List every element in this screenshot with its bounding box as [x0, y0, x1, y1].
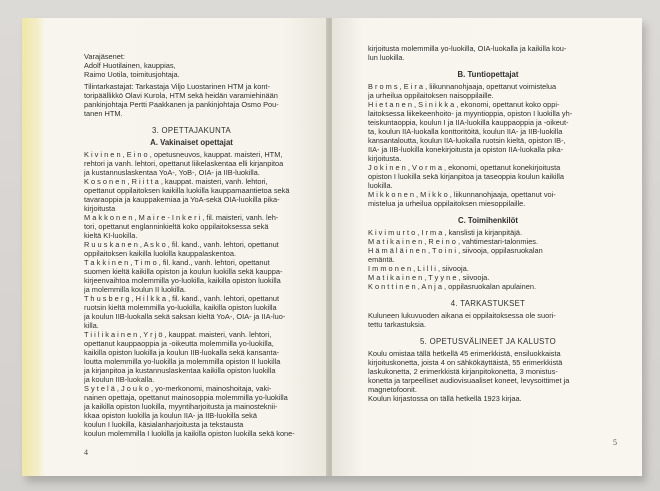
text-line: kkaa opiston luokilla ja koulun IIA- ja IIB-luokilla sekä	[84, 411, 257, 420]
subheading-toimihenkilot: C. Toimihenkilöt	[457, 216, 519, 225]
text-line: Tilintarkastajat: Tarkastaja Viljo Luostarinen HTM ja kont-	[84, 82, 270, 91]
section-heading-tarkastukset: 4. TARKASTUKSET	[450, 299, 526, 308]
text-line: killa.	[84, 321, 99, 330]
text-line: M a k k o n e n , M a i r e - I n k e r i , fil. maisteri, vanh. leh-	[84, 213, 279, 222]
text-line: mistelua ja urheilua oppilaitoksen miesoppilaille.	[368, 199, 526, 208]
text-line: K i v i n e n , E i n o , opetusneuvos, kauppat. maisteri, HTM,	[84, 150, 283, 159]
board-and-auditors-block	[84, 52, 299, 118]
staff-list	[368, 228, 608, 291]
text-line: opettanut kauppaoppia ja -oikeutta molemmilla yo-luokilla,	[84, 339, 274, 348]
text-line: toripäällikkö Olavi Kurola, HTM sekä heidän varamiehinään	[84, 91, 278, 100]
left-page-text	[84, 52, 299, 438]
text-line: Varajäsenet:	[84, 52, 125, 61]
right-page-text	[368, 44, 608, 403]
text-line: nainen opettaja, opettanut mainosoppia molemmilla yo-luokilla	[84, 393, 288, 402]
hourly-teachers-list	[368, 82, 608, 208]
page-number-right: 5	[613, 438, 617, 447]
text-line: kaikilla opiston luokilla ja koulun IIB-luokalla sekä kansanta-	[84, 348, 280, 357]
text-line: kirjoituskonetta, joista 4 on sähkökäyttäistä, 55 erimerkkistä	[368, 358, 563, 367]
text-line: laitoksessa liikekeenhoito- ja myyntioppia, opiston I luokilla yh-	[368, 109, 573, 118]
text-line: T h u s b e r g , H i l k k a , fil. kand., vanh. lehtori, opettanut	[84, 294, 279, 303]
page-number-left: 4	[84, 448, 88, 457]
subheading-vakinaiset: A. Vakinaiset opettajat	[150, 138, 233, 147]
text-line: Raimo Uotila, toimitusjohtaja.	[84, 70, 180, 79]
text-line: ja urheilua oppilaitoksen naisoppilaille.	[368, 91, 494, 100]
text-line: tettu tarkastuksia.	[368, 320, 426, 329]
text-line: Kuluneen lukuvuoden aikana ei oppilaitoksessa ole suori-	[368, 311, 556, 320]
text-line: H ä m ä l ä i n e n , T o i n i , siivooja, oppilasruokalan	[368, 246, 543, 255]
text-line: Koulu omistaa tällä hetkellä 45 erimerkkistä, ensiluokkaista	[368, 349, 561, 358]
text-line: koulun molemmilla I luokilla ja kaikilla opiston luokilla sekä kone-	[84, 429, 295, 438]
text-line: Adolf Huotilainen, kauppias,	[84, 61, 176, 70]
text-line: ja kaikilla opiston luokilla, myyntiharjoitusta ja mainosteknii-	[84, 402, 278, 411]
left-page	[22, 18, 328, 476]
text-line: T a k k i n e n , T i m o , fil. kand., vanh. lehtori, opettanut	[84, 258, 270, 267]
text-line: kirjoitusta molemmilla yo-luokilla, OIA-luokalla ja kaikilla kou-	[368, 44, 567, 53]
text-line: emäntä.	[368, 255, 395, 264]
text-line: K o s o n e n , R i i t t a , kauppat. maisteri, vanh. lehtori,	[84, 177, 268, 186]
text-line: S y t e l ä , J o u k o , yo-merkonomi, mainoshoitaja, vaki-	[84, 384, 272, 393]
text-line: kirjeenvaihtoa molemmilla yo-luokilla, kaikilla opiston luokilla	[84, 276, 281, 285]
yellow-page-edge	[22, 18, 44, 476]
equipment-paragraph	[368, 349, 608, 403]
text-line: ja molemmilla koulun II luokilla.	[84, 285, 186, 294]
text-line: lun luokilla.	[368, 53, 405, 62]
text-line: rehtori ja vanh. lehtori, opettanut liikelaskentaa elli kirjanpitoa	[84, 159, 284, 168]
text-line: opiston I luokilla sekä kirjanpitoa ja taseoppia koulun kaikilla	[368, 172, 564, 181]
text-line: pankinjohtaja Pertti Paakkanen ja pankinjohtaja Osmo Pou-	[84, 100, 279, 109]
text-line: Koulun kirjastossa on tällä hetkellä 1923 kirjaa.	[368, 394, 522, 403]
text-line: teiskuntaoppia, koulun I ja IIA-luokilla kauppaoppia ja -oikeut-	[368, 118, 569, 127]
text-line: tavaraoppia ja kauppakemiaa ja YoA-sekä OIA-luokilla pika-	[84, 195, 280, 204]
text-line: luokilla.	[368, 181, 393, 190]
text-line: konetta ja tarpeelliset audiovisuaaliset koneet, levysoittimet ja	[368, 376, 570, 385]
text-line: laskukonetta, 2 erimerkkistä kirjanpitokonetta, 3 monistus-	[368, 367, 558, 376]
text-line: K o n t t i n e n , A n j a , oppilasruokalan apulainen.	[368, 282, 537, 291]
text-line: kansantaloutta, koulun IIA-luokalla ruotsin kieltä, opiston IB-,	[368, 136, 566, 145]
text-line: M a t i k a i n e n , T y y n e , siivooja.	[368, 273, 490, 282]
text-line: J o k i n e n , V o r m a , ekonomi, opettanut konekirjoitusta	[368, 163, 561, 172]
text-line: kirjoitusta.	[368, 154, 402, 163]
text-line: ja kustannuslaskentaa YoA-, YoB-, OIA- ja IIB-luokilla.	[84, 168, 260, 177]
text-line: T i i l i k a i n e n , Y r j ö , kauppat. maisteri, vanh. lehtori,	[84, 330, 272, 339]
text-line: magnetofoonit.	[368, 385, 417, 394]
text-line: tanen HTM.	[84, 109, 123, 118]
text-line: ja kirjanpitoa ja kustannuslaskentaa kaikilla opiston luokilla	[84, 366, 276, 375]
section-heading-opettajakunta: 3. OPETTAJAKUNTA	[151, 126, 232, 135]
text-line: opettanut oppilaitoksen kaikilla luokilla kauppamaantietoa sekä	[84, 186, 290, 195]
text-line: H i e t a n e n , S i n i k k a , ekonomi, opettanut koko oppi-	[368, 100, 560, 109]
text-line: tori, opettanut englanninkieltä koko oppilaitoksessa sekä	[84, 222, 269, 231]
text-line: kieltä KI-luokilla.	[84, 231, 138, 240]
text-line: R u u s k a n e n , A s k o , fil. kand., vanh. lehtori, opettanut	[84, 240, 279, 249]
subheading-tuntiopettajat: B. Tuntiopettajat	[457, 70, 519, 79]
text-line: M i k k o n e n , M i k k o , liikunnanohjaaja, opettanut voi-	[368, 190, 556, 199]
text-line: loutta molemmilla yo-luokilla ja molemmilla opiston II luokilla	[84, 357, 281, 366]
text-line: ja koulun IIB-luokalla.	[84, 375, 155, 384]
open-booklet	[22, 18, 642, 480]
text-line: kirjoitusta	[84, 204, 116, 213]
text-line: ja koulun IIB-luokalla sekä saksan kieltä YoA-, OIA- ja IIA-luo-	[84, 312, 286, 321]
text-line: K i v i m u r t o , I r m a , kanslisti ja kirjanpitäjä.	[368, 228, 523, 237]
text-line: ta, koulun IIA-luokalla konttoritöitä, koulun IIA- ja IIB-luokilla	[368, 127, 563, 136]
continued-text-block	[368, 44, 608, 62]
text-line: I m m o n e n , L i l l i , siivooja.	[368, 264, 469, 273]
text-line: koulun I luokilla, käsialanharjoitusta ja tekstausta	[84, 420, 244, 429]
text-line: B r o m s , E i r a , liikunnanohjaaja, opettanut voimistelua	[368, 82, 557, 91]
text-line: ruotsin kieltä molemmilla yo-luokilla, kaikilla opiston luokilla	[84, 303, 277, 312]
permanent-teachers-list	[84, 150, 299, 438]
text-line: suomen kieltä kaikilla opiston ja koulun luokilla sekä kauppa-	[84, 267, 283, 276]
section-heading-opetusvalineet: 5. OPETUSVÄLINEET JA KALUSTO	[420, 337, 556, 346]
text-line: oppilaitoksen kaikilla luokilla kauppalaskentoa.	[84, 249, 237, 258]
text-line: M a t i k a i n e n , R e i n o , vahtimestari-talonmies.	[368, 237, 539, 246]
text-line: IIA- ja IIB-luokilla konekirjoitusta ja opiston IIA-luokalla pika-	[368, 145, 564, 154]
right-page	[332, 18, 642, 476]
inspections-paragraph	[368, 311, 608, 329]
